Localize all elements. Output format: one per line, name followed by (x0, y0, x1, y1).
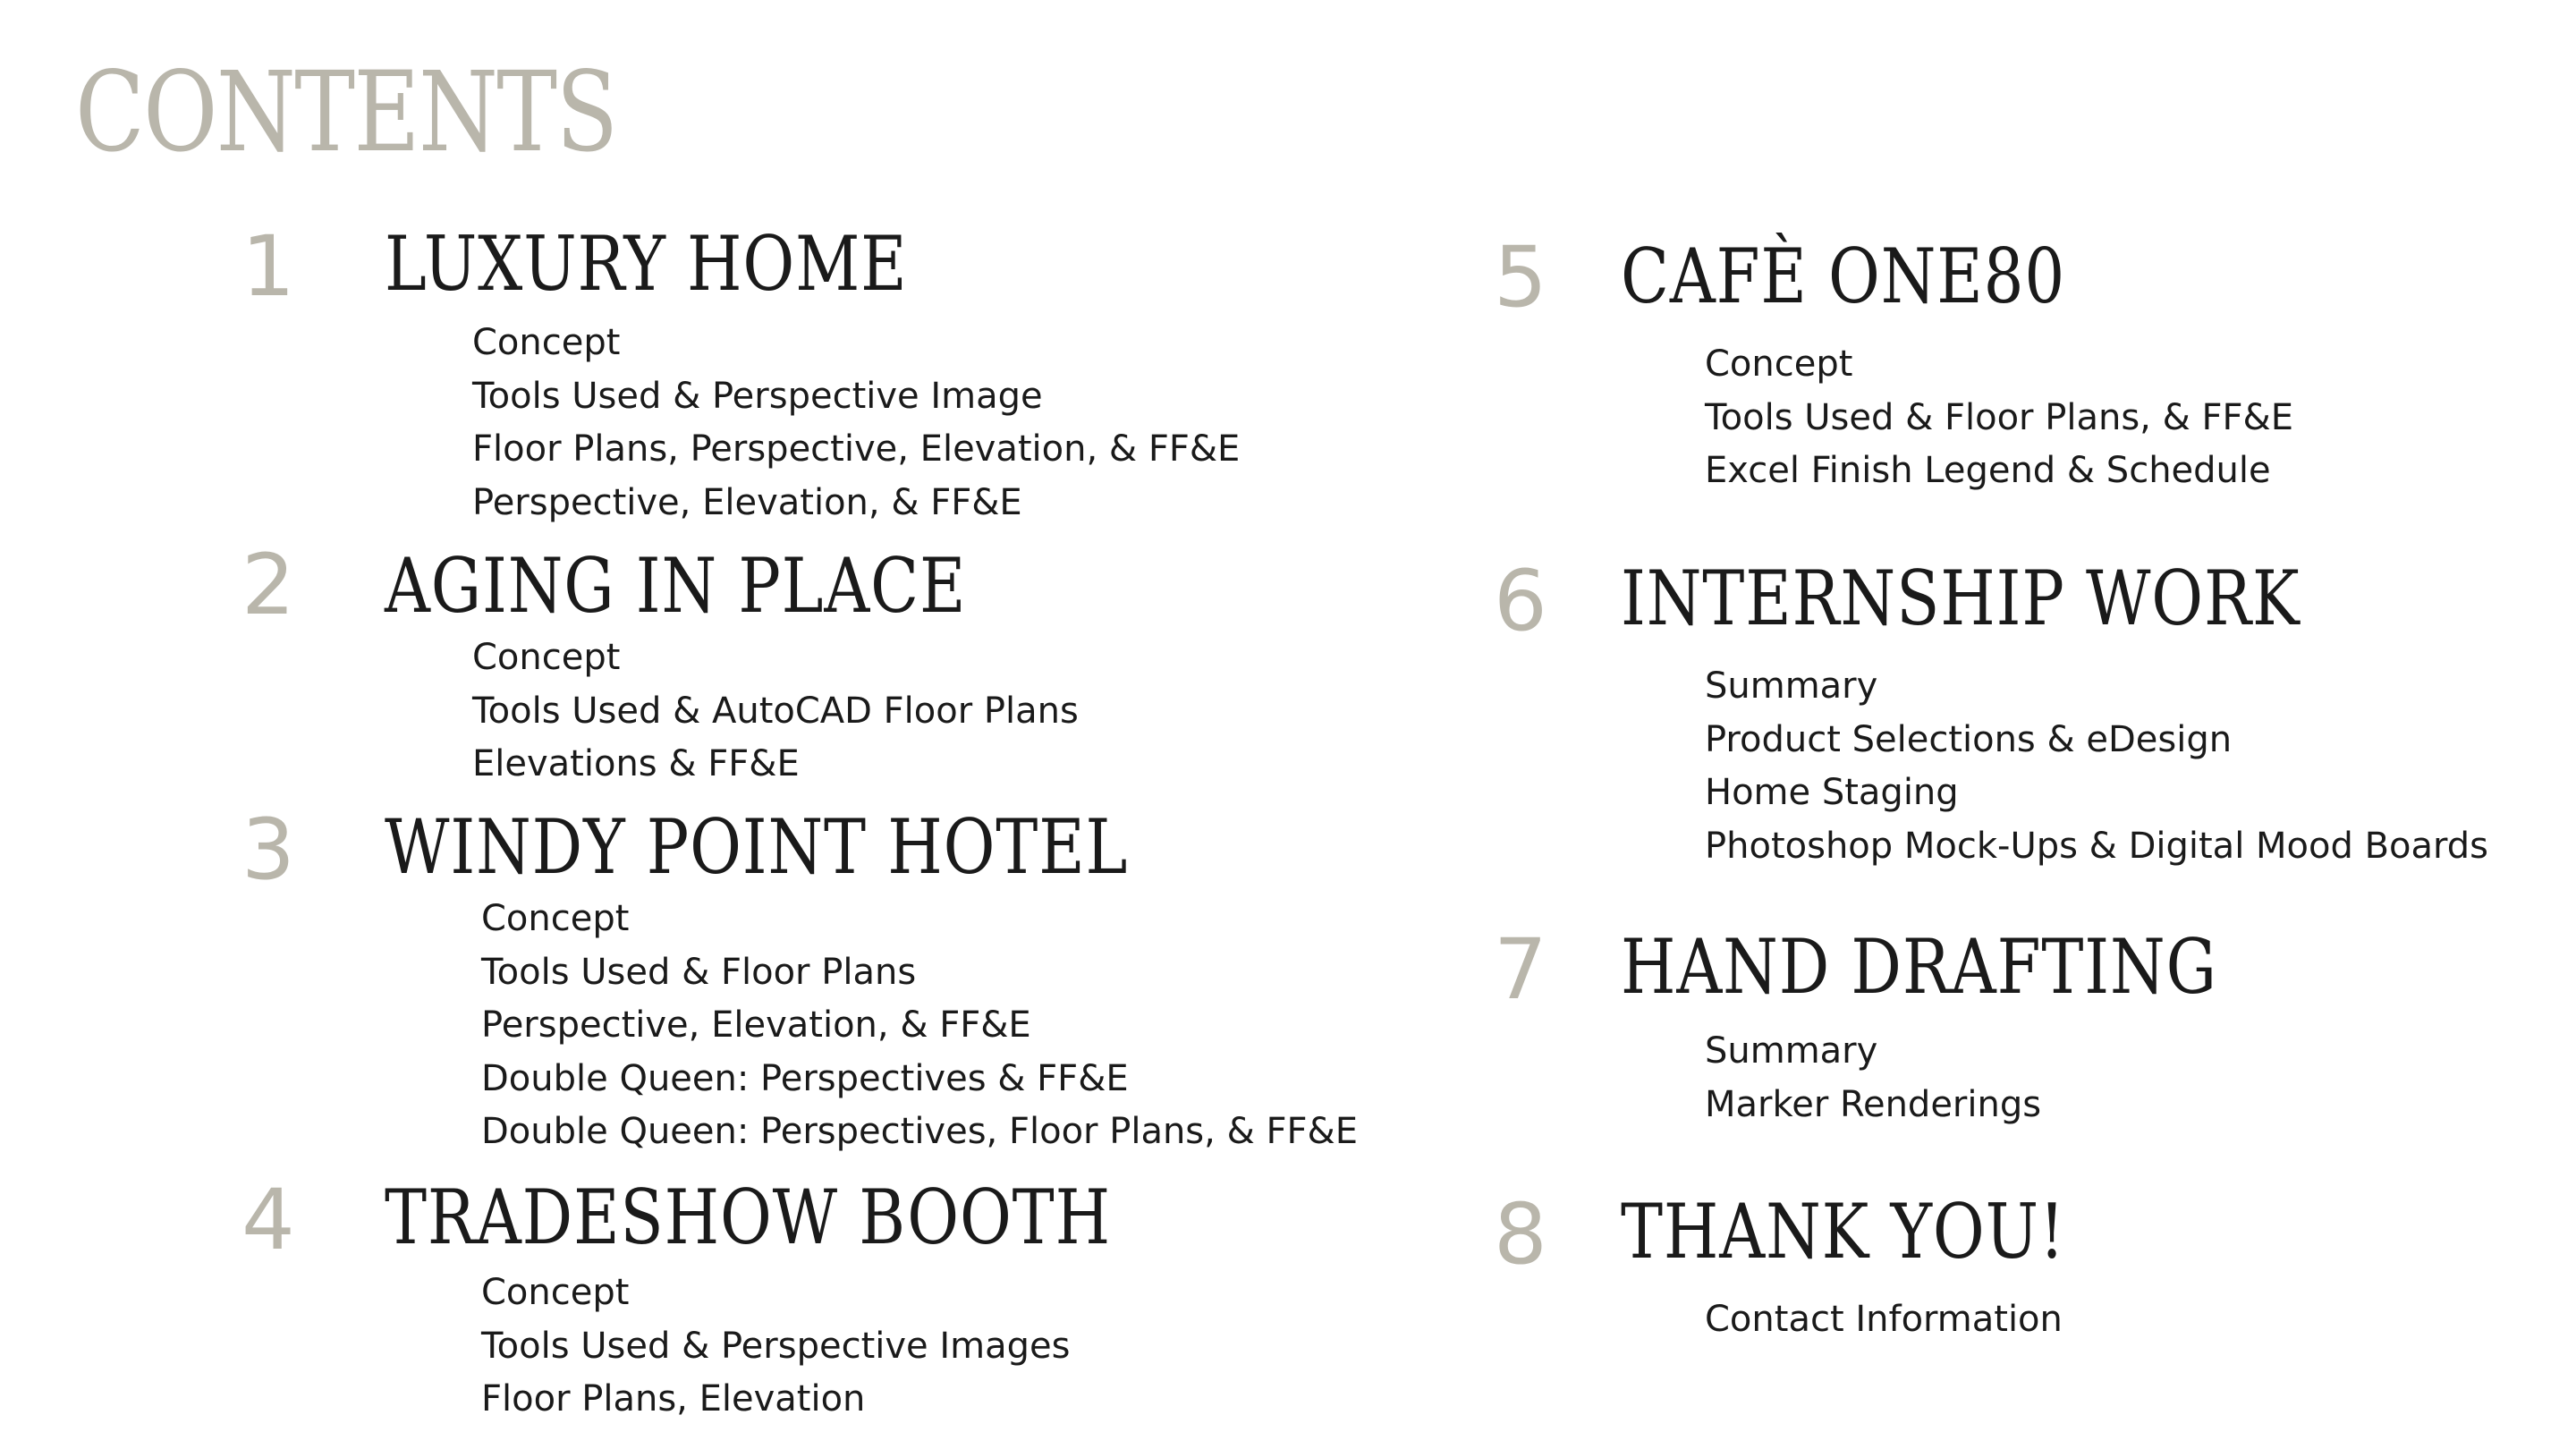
section-item: Floor Plans, Elevation (481, 1378, 866, 1419)
section-number: 7 (1494, 921, 1547, 1019)
section-number: 1 (242, 218, 295, 316)
section-item-list (1705, 338, 2293, 498)
section-heading: CAFÈ ONE80 (1621, 233, 2066, 320)
section-item: Summary (1705, 665, 1878, 707)
section-item: Concept (1705, 343, 1853, 385)
section-number: 6 (1494, 553, 1547, 650)
section-number: 4 (242, 1172, 295, 1269)
section-heading: THANK YOU! (1621, 1188, 2066, 1275)
section-item: Tools Used & Perspective Images (481, 1325, 1071, 1367)
section-heading: TRADESHOW BOOTH (385, 1174, 1111, 1261)
section-item: Floor Plans, Perspective, Elevation, & FF&E (472, 428, 1241, 470)
section-item: Tools Used & AutoCAD Floor Plans (472, 690, 1079, 732)
section-item-list (472, 631, 1079, 792)
section-item: Concept (481, 898, 630, 939)
section-item-list (481, 1267, 1070, 1427)
page-title: CONTENTS (75, 48, 617, 177)
section-heading: AGING IN PLACE (385, 542, 967, 630)
section-item-list (481, 893, 1358, 1159)
section-item: Product Selections & eDesign (1705, 718, 2233, 760)
section-item: Contact Information (1705, 1299, 2063, 1340)
section-item: Double Queen: Perspectives, Floor Plans, & FF&E (481, 1111, 1358, 1152)
section-item: Photoshop Mock-Ups & Digital Mood Boards (1705, 825, 2488, 867)
section-heading: INTERNSHIP WORK (1621, 555, 2301, 642)
section-heading: HAND DRAFTING (1621, 923, 2217, 1011)
section-item-list (1705, 660, 2488, 873)
section-item-list (1705, 1025, 2041, 1131)
section-number: 8 (1494, 1186, 1547, 1284)
section-number: 5 (1494, 229, 1547, 326)
section-item-list (1705, 1293, 2063, 1347)
section-item: Double Queen: Perspectives & FF&E (481, 1057, 1129, 1099)
section-item-list (472, 317, 1240, 530)
section-item: Concept (472, 322, 621, 363)
section-item: Elevations & FF&E (472, 743, 800, 784)
section-item: Concept (481, 1272, 630, 1313)
section-item: Tools Used & Perspective Image (472, 375, 1043, 417)
section-item: Concept (472, 637, 621, 678)
section-number: 2 (242, 537, 295, 634)
section-item: Perspective, Elevation, & FF&E (472, 481, 1022, 523)
section-item: Summary (1705, 1030, 1878, 1072)
section-item: Tools Used & Floor Plans, & FF&E (1705, 396, 2293, 438)
section-number: 3 (242, 801, 295, 899)
section-heading: WINDY POINT HOTEL (385, 803, 1129, 891)
section-item: Tools Used & Floor Plans (481, 951, 917, 993)
section-item: Marker Renderings (1705, 1083, 2042, 1125)
section-item: Home Staging (1705, 772, 1959, 813)
section-heading: LUXURY HOME (385, 220, 908, 308)
section-item: Perspective, Elevation, & FF&E (481, 1004, 1031, 1046)
section-item: Excel Finish Legend & Schedule (1705, 450, 2271, 491)
